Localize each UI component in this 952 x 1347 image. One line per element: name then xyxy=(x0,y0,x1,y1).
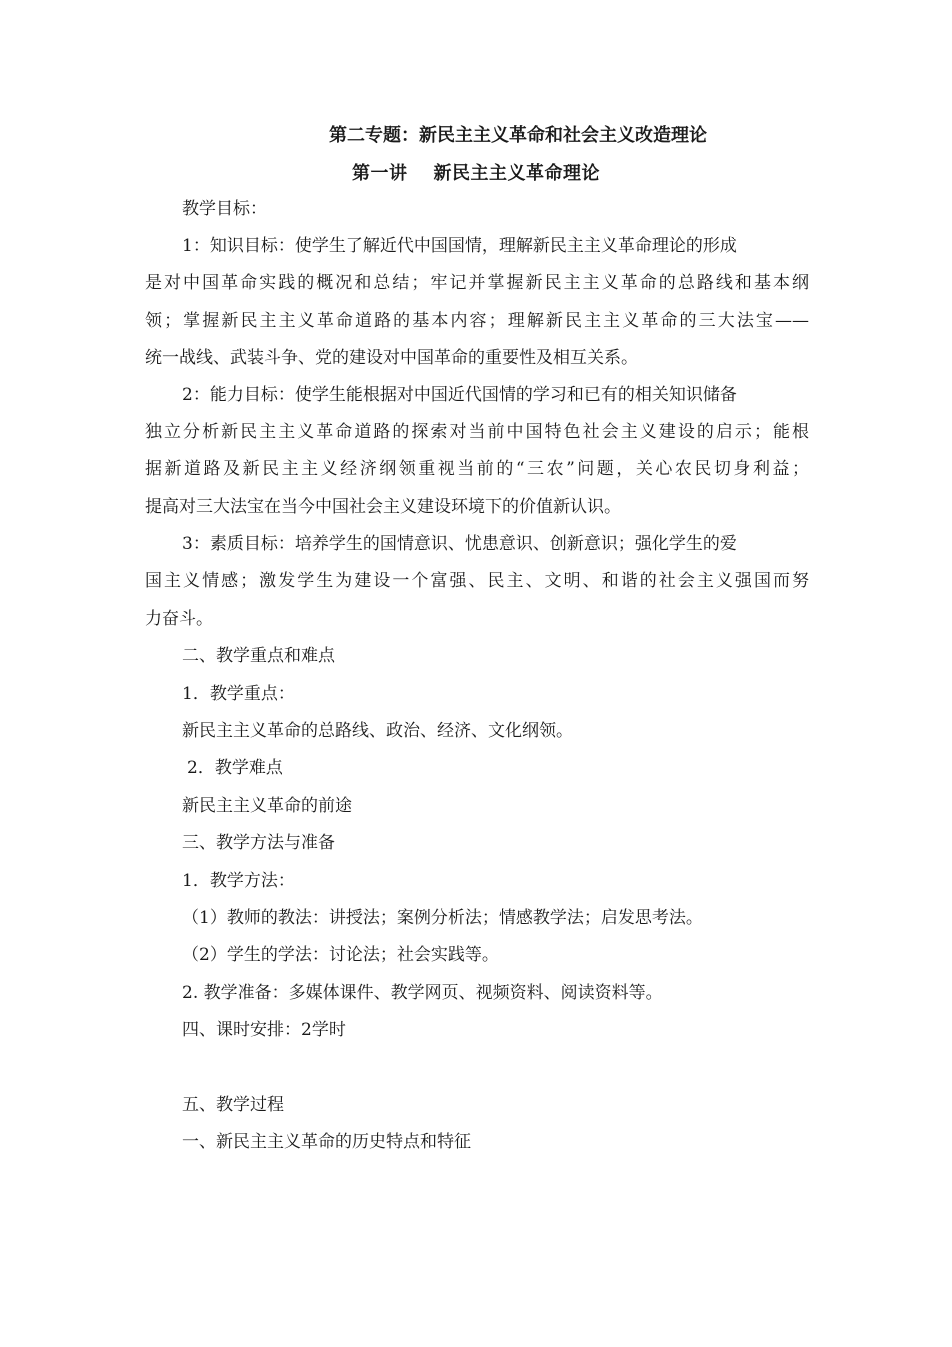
goal2-line-4: 提高对三大法宝在当今中国社会主义建设环境下的价值新认识。 xyxy=(145,497,621,517)
goal2-line-3: 据新道路及新民主主义经济纲领重视当前的“三农”问题，关心农民切身利益； xyxy=(145,459,809,479)
goal3-line-1: 3：素质目标：培养学生的国情意识、忧患意识、创新意识；强化学生的爱 xyxy=(182,534,737,554)
lecture-title xyxy=(0,159,952,185)
difficulty-label: 2．教学难点 xyxy=(187,758,283,778)
goal2-line-1: 2：能力目标：使学生能根据对中国近代国情的学习和已有的相关知识储备 xyxy=(182,385,737,405)
section-2-heading: 二、教学重点和难点 xyxy=(182,646,335,666)
difficulty-content: 新民主主义革命的前途 xyxy=(182,796,352,816)
section-3-heading: 三、教学方法与准备 xyxy=(182,833,335,853)
goal2-line-2: 独立分析新民主主义革命道路的探索对当前中国特色社会主义建设的启示；能根 xyxy=(145,422,809,442)
teaching-goals-label: 教学目标： xyxy=(182,199,267,219)
method-teacher: （1）教师的教法：讲授法；案例分析法；情感教学法；启发思考法。 xyxy=(182,908,703,928)
key-points-content: 新民主主义革命的总路线、政治、经济、文化纲领。 xyxy=(182,721,573,741)
part-1-heading: 一、新民主主义革命的历史特点和特征 xyxy=(182,1132,471,1152)
section-4-heading: 四、课时安排：2学时 xyxy=(182,1020,346,1040)
goal3-line-2: 国主义情感；激发学生为建设一个富强、民主、文明、和谐的社会主义强国而努 xyxy=(145,571,809,591)
goal1-line-1: 1：知识目标：使学生了解近代中国国情，理解新民主主义革命理论的形成 xyxy=(182,236,737,256)
methods-label: 1．教学方法： xyxy=(182,871,295,891)
preparation: 2. 教学准备：多媒体课件、教学网页、视频资料、阅读资料等。 xyxy=(182,983,663,1003)
lecture-number: 第一讲 xyxy=(352,163,408,184)
key-points-label: 1．教学重点： xyxy=(182,684,295,704)
goal3-line-3: 力奋斗。 xyxy=(145,609,213,629)
goal1-line-2: 是对中国革命实践的概况和总结；牢记并掌握新民主主义革命的总路线和基本纲 xyxy=(145,273,809,293)
page-title: 第二专题：新民主主义革命和社会主义改造理论 xyxy=(329,125,707,146)
section-5-heading: 五、教学过程 xyxy=(182,1095,284,1115)
goal1-line-3: 领；掌握新民主主义革命道路的基本内容；理解新民主主义革命的三大法宝—— xyxy=(145,311,809,331)
goal1-line-4: 统一战线、武装斗争、党的建设对中国革命的重要性及相互关系。 xyxy=(145,348,638,368)
lecture-name: 新民主主义革命理论 xyxy=(433,163,600,184)
method-student: （2）学生的学法：讨论法；社会实践等。 xyxy=(182,945,499,965)
